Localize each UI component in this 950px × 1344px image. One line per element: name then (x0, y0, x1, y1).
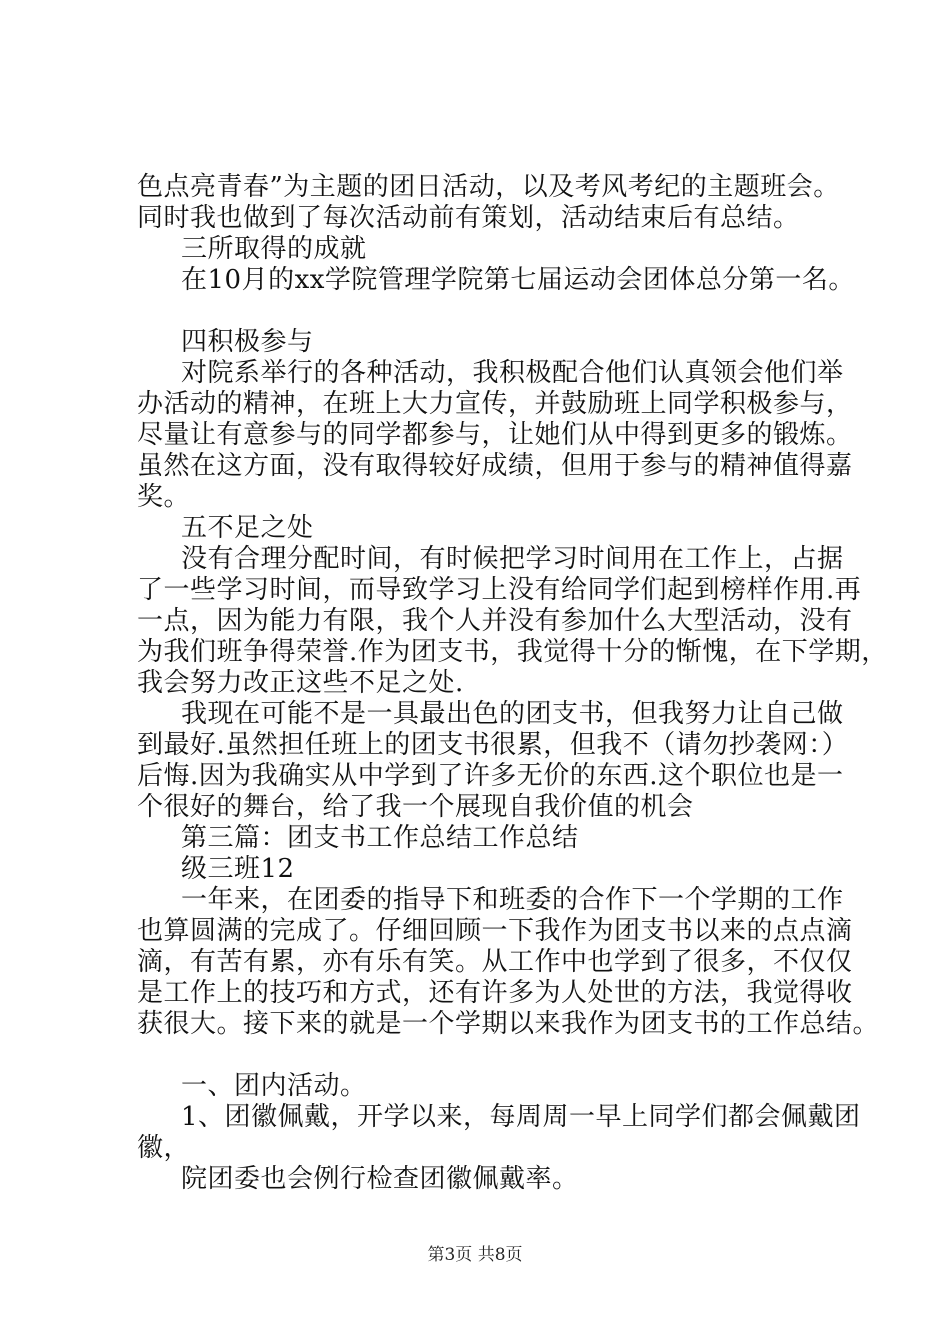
text-line: 获很大。接下来的就是一个学期以来我作为团支书的工作总结。 (137, 1009, 880, 1039)
text-line: 虽然在这方面，没有取得较好成绩，但用于参与的精神值得嘉 (137, 451, 853, 481)
section-heading: 一、团内活动。 (181, 1071, 367, 1101)
text-line: 也算圆满的完成了。仔细回顾一下我作为团支书以来的点点滴 (137, 916, 853, 946)
text-line: 色点亮青春”为主题的团日活动，以及考风考纪的主题班会。 (137, 172, 840, 202)
text-line: 对院系举行的各种活动，我积极配合他们认真领会他们举 (181, 358, 844, 388)
text-line: 奖。 (137, 482, 191, 512)
text-line: 1、团徽佩戴，开学以来，每周周一早上同学们都会佩戴团 (181, 1102, 861, 1132)
text-line: 我现在可能不是一具最出色的团支书，但我努力让自己做 (181, 699, 844, 729)
blank-line (137, 1040, 847, 1071)
text-line: 办活动的精神，在班上大力宣传，并鼓励班上同学积极参与， (137, 389, 853, 419)
text-line: 尽量让有意参与的同学都参与，让她们从中得到更多的锻炼。 (137, 420, 853, 450)
text-line: 我会努力改正这些不足之处. (137, 668, 464, 698)
text-line: 后悔.因为我确实从中学到了许多无价的东西.这个职位也是一 (137, 761, 844, 791)
text-line: 没有合理分配时间，有时候把学习时间用在工作上，占据 (181, 544, 844, 574)
text-line: 院团委也会例行检查团徽佩戴率。 (181, 1164, 579, 1194)
text-line: 滴，有苦有累，亦有乐有笑。从工作中也学到了很多，不仅仅 (137, 947, 853, 977)
class-label: 级三班12 (181, 854, 295, 884)
text-line: 是工作上的技巧和方式，还有许多为人处世的方法，我觉得收 (137, 978, 853, 1008)
chapter-heading: 第三篇：团支书工作总结工作总结 (181, 823, 579, 853)
text-line: 到最好.虽然担任班上的团支书很累，但我不（请勿抄袭网：） (137, 730, 849, 760)
text-line: 个很好的舞台，给了我一个展现自我价值的机会 (137, 792, 694, 822)
section-heading: 五不足之处 (181, 513, 314, 543)
blank-line (137, 296, 847, 327)
text-line: 一年来，在团委的指导下和班委的合作下一个学期的工作 (181, 885, 844, 915)
text-line: 一点，因为能力有限，我个人并没有参加什么大型活动，没有 (137, 606, 853, 636)
text-line: 在10月的xx学院管理学院第七届运动会团体总分第一名。 (181, 265, 855, 295)
text-line: 同时我也做到了每次活动前有策划，活动结束后有总结。 (137, 203, 800, 233)
document-body (137, 172, 888, 1195)
section-heading: 四积极参与 (181, 327, 314, 357)
text-line: 了一些学习时间，而导致学习上没有给同学们起到榜样作用.再 (137, 575, 862, 605)
text-line: 为我们班争得荣誉.作为团支书，我觉得十分的惭愧，在下学期， (137, 637, 888, 667)
text-line: 徽， (137, 1133, 191, 1163)
section-heading: 三所取得的成就 (181, 234, 367, 264)
page-number-footer: 第3页 共8页 (427, 1245, 523, 1265)
